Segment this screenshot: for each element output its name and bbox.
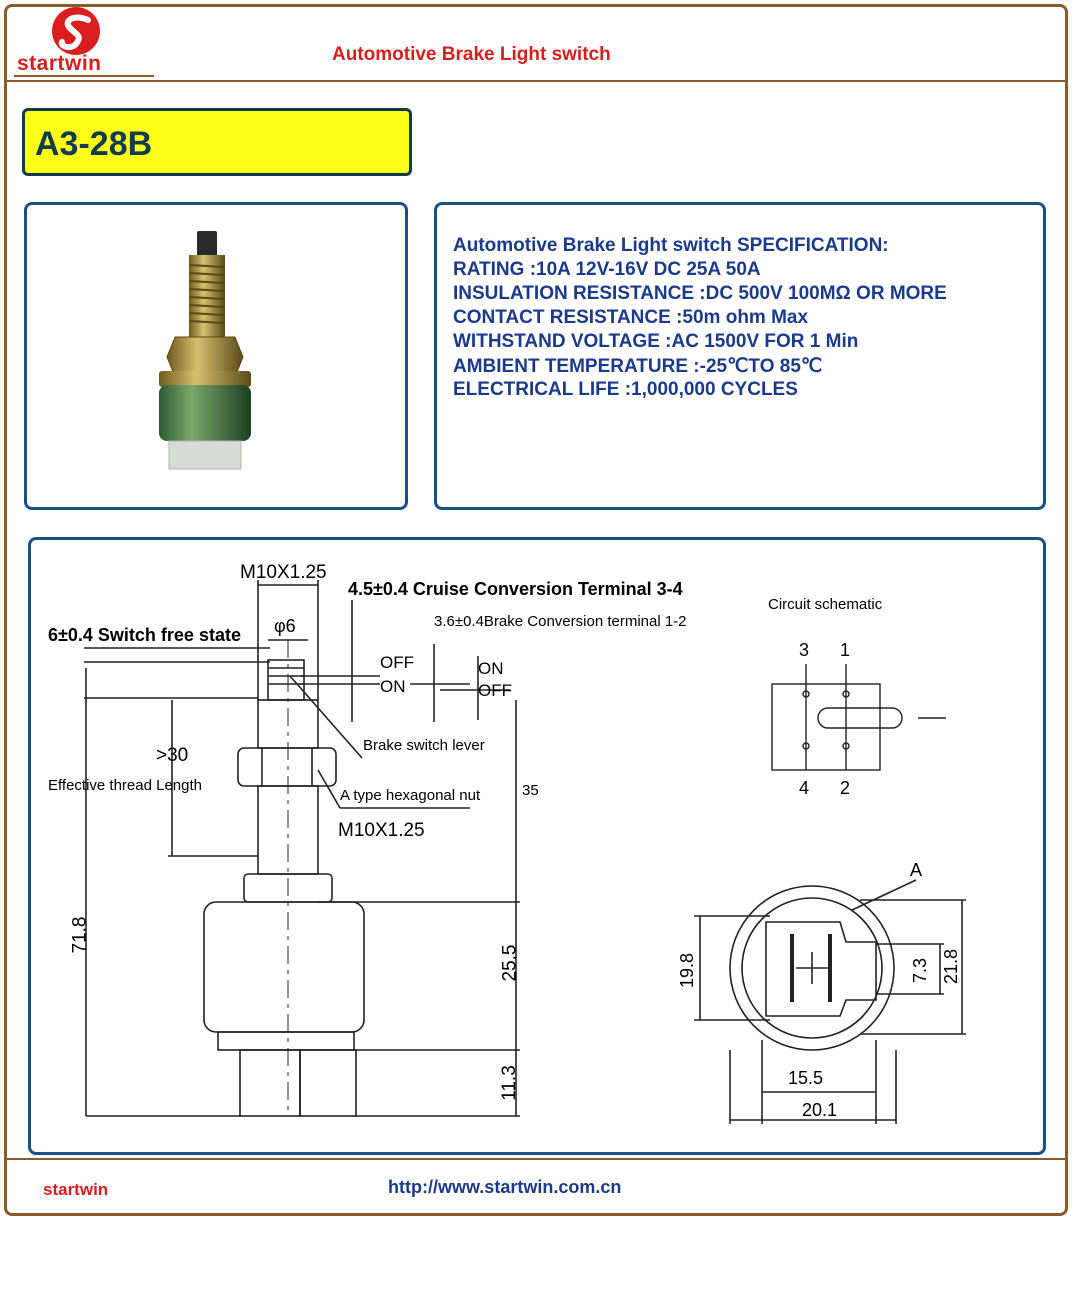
on-label-left: ON [380, 677, 406, 696]
dim-7-3: 7.3 [910, 957, 931, 984]
thread-spec-mid: M10X1.25 [338, 820, 425, 841]
cruise-conversion-label: 4.5±0.4 Cruise Conversion Terminal 3-4 [348, 579, 683, 599]
spec-heading: Automotive Brake Light switch SPECIFICATION: [453, 235, 889, 256]
terminal-1: 1 [840, 640, 851, 660]
dim-71-8: 71.8 [69, 916, 91, 954]
on-label-right: ON [478, 659, 504, 678]
free-state-label: 6±0.4 Switch free state [48, 625, 241, 645]
diameter-label: φ6 [274, 616, 296, 636]
spec-withstand: WITHSTAND VOLTAGE :AC 1500V FOR 1 Min [453, 331, 859, 352]
spec-temperature: AMBIENT TEMPERATURE :-25℃TO 85℃ [453, 356, 823, 377]
header-brand: startwin [17, 52, 102, 75]
footer-url-link[interactable]: http://www.startwin.com.cn [388, 1177, 622, 1197]
dim-15-5: 15.5 [788, 1068, 824, 1088]
dim-20-1: 20.1 [802, 1100, 838, 1120]
effective-thread-label: Effective thread Length [48, 777, 202, 794]
circuit-schematic-title: Circuit schematic [768, 596, 883, 613]
hex-nut-label: A type hexagonal nut [340, 787, 481, 804]
spec-insulation: INSULATION RESISTANCE :DC 500V 100MΩ OR MORE [453, 283, 947, 304]
dim-21-8: 21.8 [941, 948, 962, 985]
terminal-3: 3 [799, 640, 810, 660]
off-label-left: OFF [380, 653, 414, 672]
brake-lever-label: Brake switch lever [363, 737, 485, 754]
thread-length-dim: >30 [156, 745, 189, 766]
thread-spec-top: M10X1.25 [240, 562, 327, 583]
spec-life: ELECTRICAL LIFE :1,000,000 CYCLES [453, 379, 798, 400]
off-label-right: OFF [478, 681, 512, 700]
brake-conversion-label: 3.6±0.4Brake Conversion terminal 1-2 [434, 613, 687, 630]
model-number: A3-28B [35, 125, 153, 163]
spec-rating: RATING :10A 12V-16V DC 25A 50A [453, 259, 761, 280]
terminal-4: 4 [799, 778, 810, 798]
dim-19-8: 19.8 [677, 952, 698, 989]
dim-35: 35 [522, 782, 539, 799]
connector-a-label: A [910, 860, 923, 880]
footer-brand: startwin [43, 1180, 109, 1199]
spec-contact: CONTACT RESISTANCE :50m ohm Max [453, 307, 809, 328]
dim-11-3: 11.3 [498, 1065, 520, 1101]
terminal-2: 2 [840, 778, 851, 798]
dim-25-5: 25.5 [499, 944, 521, 982]
page-title: Automotive Brake Light switch [332, 44, 611, 65]
